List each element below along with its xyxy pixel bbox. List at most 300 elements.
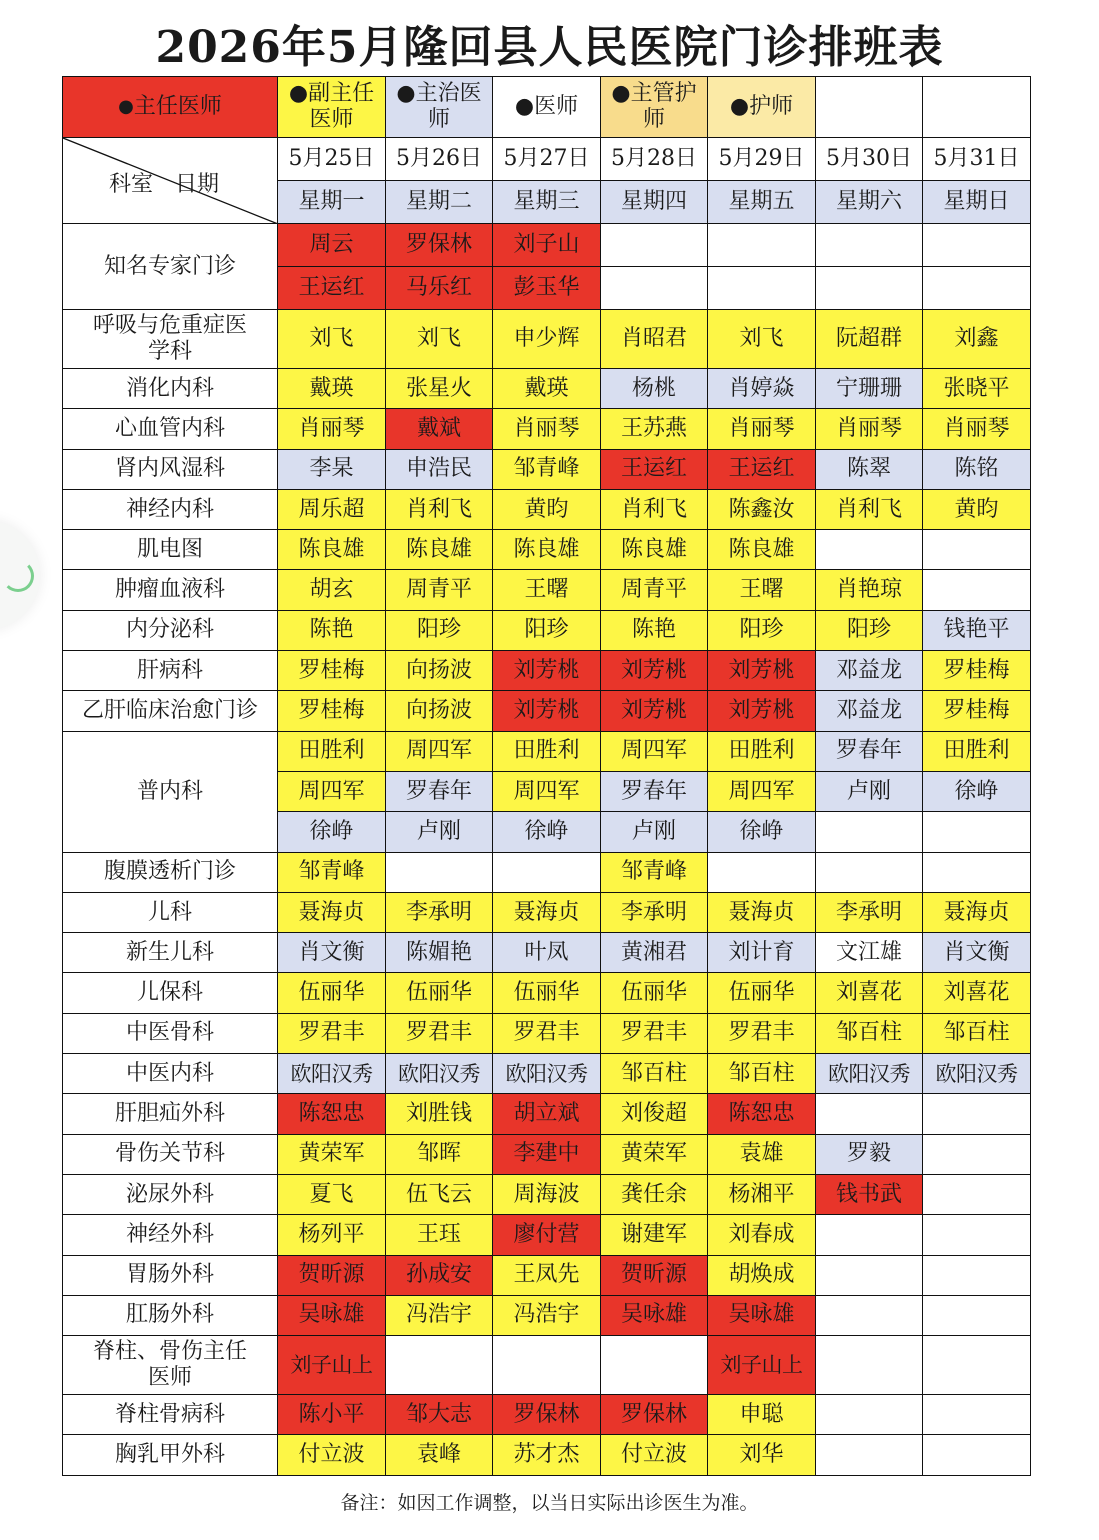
- doctor-cell: 罗保林: [386, 224, 493, 267]
- doctor-cell: 肖利飞: [816, 489, 923, 529]
- doctor-cell: 文江雄: [816, 933, 923, 973]
- doctor-cell: 陈良雄: [493, 530, 601, 570]
- doctor-cell: 申聪: [708, 1395, 816, 1435]
- weekday-cell: 星期五: [708, 181, 816, 224]
- doctor-cell: [386, 852, 493, 892]
- doctor-cell: 周四军: [601, 731, 708, 771]
- legend-label: ●主治医师: [396, 81, 482, 132]
- doctor-cell: 伍飞云: [386, 1174, 493, 1214]
- schedule-row: [63, 892, 1031, 932]
- doctor-cell: 刘子山: [493, 224, 601, 267]
- doctor-cell: 冯浩宇: [386, 1295, 493, 1335]
- doctor-cell: 刘喜花: [923, 973, 1031, 1013]
- doctor-cell: 谢建军: [601, 1215, 708, 1255]
- department-name: 脊柱、骨伤主任医师: [63, 1336, 278, 1395]
- doctor-cell: 刘胜钱: [386, 1094, 493, 1134]
- doctor-cell: 付立波: [278, 1435, 386, 1475]
- doctor-cell: 徐峥: [923, 771, 1031, 811]
- legend-physician: [493, 77, 601, 138]
- doctor-cell: 陈媚艳: [386, 933, 493, 973]
- doctor-cell: 伍丽华: [278, 973, 386, 1013]
- doctor-cell: 王珏: [386, 1215, 493, 1255]
- doctor-cell: 彭玉华: [493, 267, 601, 310]
- doctor-cell: [386, 1336, 493, 1395]
- doctor-cell: [708, 224, 816, 267]
- doctor-cell: [493, 852, 601, 892]
- doctor-cell: [816, 267, 923, 310]
- department-name: 肌电图: [63, 530, 278, 570]
- doctor-cell: 肖利飞: [386, 489, 493, 529]
- department-name: 心血管内科: [63, 409, 278, 449]
- doctor-cell: 陈良雄: [601, 530, 708, 570]
- schedule-row: [63, 1094, 1031, 1134]
- doctor-cell: 王凤先: [493, 1255, 601, 1295]
- doctor-cell: 胡玄: [278, 570, 386, 610]
- doctor-cell: 袁雄: [708, 1134, 816, 1174]
- doctor-cell: 陈翠: [816, 449, 923, 489]
- schedule-row: [63, 1013, 1031, 1053]
- doctor-cell: 王苏燕: [601, 409, 708, 449]
- doctor-cell: 张星火: [386, 369, 493, 409]
- schedule-row: [63, 530, 1031, 570]
- doctor-cell: 孙成安: [386, 1255, 493, 1295]
- doctor-cell: 徐峥: [278, 812, 386, 852]
- doctor-cell: 邹青峰: [601, 852, 708, 892]
- doctor-cell: 刘鑫: [923, 310, 1031, 369]
- doctor-cell: [493, 1336, 601, 1395]
- doctor-cell: 卢刚: [816, 771, 923, 811]
- date-cell: 5月27日: [493, 138, 601, 181]
- department-name: 儿科: [63, 892, 278, 932]
- doctor-cell: 戴斌: [386, 409, 493, 449]
- schedule-row: [63, 651, 1031, 691]
- doctor-cell: 夏飞: [278, 1174, 386, 1214]
- doctor-cell: 肖丽琴: [493, 409, 601, 449]
- doctor-cell: 吴咏雄: [601, 1295, 708, 1335]
- doctor-cell: 向扬波: [386, 651, 493, 691]
- doctor-cell: 聂海贞: [923, 892, 1031, 932]
- doctor-cell: 刘华: [708, 1435, 816, 1475]
- schedule-row: [63, 973, 1031, 1013]
- doctor-cell: 冯浩宇: [493, 1295, 601, 1335]
- weekday-cell: 星期一: [278, 181, 386, 224]
- date-cell: 5月31日: [923, 138, 1031, 181]
- doctor-cell: 杨湘平: [708, 1174, 816, 1214]
- department-name: 肝胆疝外科: [63, 1094, 278, 1134]
- doctor-cell: 肖利飞: [601, 489, 708, 529]
- doctor-cell: 刘飞: [386, 310, 493, 369]
- doctor-cell: 罗君丰: [278, 1013, 386, 1053]
- date-cell: 5月26日: [386, 138, 493, 181]
- schedule-row: [63, 1215, 1031, 1255]
- doctor-cell: 罗春年: [386, 771, 493, 811]
- legend-supervisor-nurse: [601, 77, 708, 138]
- doctor-cell: 罗保林: [493, 1395, 601, 1435]
- doctor-cell: 贺昕源: [601, 1255, 708, 1295]
- doctor-cell: 刘计育: [708, 933, 816, 973]
- doctor-cell: 罗桂梅: [923, 691, 1031, 731]
- schedule-row: [63, 1336, 1031, 1395]
- doctor-cell: [923, 224, 1031, 267]
- footnote: 备注：如因工作调整，以当日实际出诊医生为准。: [340, 1492, 759, 1514]
- doctor-cell: 陈小平: [278, 1395, 386, 1435]
- doctor-cell: 贺昕源: [278, 1255, 386, 1295]
- doctor-cell: 邹青峰: [493, 449, 601, 489]
- doctor-cell: 刘芳桃: [708, 691, 816, 731]
- department-name: 胃肠外科: [63, 1255, 278, 1295]
- doctor-cell: [923, 812, 1031, 852]
- doctor-cell: 邓益龙: [816, 651, 923, 691]
- schedule-row: [63, 369, 1031, 409]
- doctor-cell: 吴咏雄: [708, 1295, 816, 1335]
- doctor-cell: [923, 1255, 1031, 1295]
- doctor-cell: 伍丽华: [601, 973, 708, 1013]
- legend-label: ●主管护师: [611, 81, 697, 132]
- department-name: 中医内科: [63, 1054, 278, 1094]
- doctor-cell: 阮超群: [816, 310, 923, 369]
- doctor-cell: [708, 267, 816, 310]
- doctor-cell: 田胜利: [708, 731, 816, 771]
- doctor-cell: 戴瑛: [493, 369, 601, 409]
- legend-label: 主任医师: [133, 94, 222, 119]
- doctor-cell: 卢刚: [601, 812, 708, 852]
- legend-chief-physician: ●主任医师: [63, 77, 278, 138]
- schedule-row: [63, 1255, 1031, 1295]
- doctor-cell: 聂海贞: [708, 892, 816, 932]
- doctor-cell: 罗君丰: [601, 1013, 708, 1053]
- legend-label: ●副主任医师: [288, 81, 375, 132]
- department-name: 神经外科: [63, 1215, 278, 1255]
- doctor-cell: 廖付营: [493, 1215, 601, 1255]
- doctor-cell: 周四军: [493, 771, 601, 811]
- legend-row: [63, 77, 1031, 138]
- doctor-cell: 刘飞: [278, 310, 386, 369]
- doctor-cell: 陈艳: [278, 610, 386, 650]
- department-name: 消化内科: [63, 369, 278, 409]
- doctor-cell: 王运红: [601, 449, 708, 489]
- doctor-cell: 罗毅: [816, 1134, 923, 1174]
- schedule-row: [63, 1295, 1031, 1335]
- doctor-cell: 陈恕忠: [278, 1094, 386, 1134]
- weekday-cell: 星期三: [493, 181, 601, 224]
- doctor-cell: 黄湘君: [601, 933, 708, 973]
- doctor-cell: 李承明: [816, 892, 923, 932]
- schedule-row: [63, 852, 1031, 892]
- doctor-cell: 周四军: [278, 771, 386, 811]
- doctor-cell: 卢刚: [386, 812, 493, 852]
- doctor-cell: [816, 530, 923, 570]
- doctor-cell: 邓益龙: [816, 691, 923, 731]
- doctor-cell: 胡立斌: [493, 1094, 601, 1134]
- doctor-cell: 陈良雄: [708, 530, 816, 570]
- doctor-cell: 徐峥: [708, 812, 816, 852]
- doctor-cell: 肖艳琼: [816, 570, 923, 610]
- doctor-cell: 胡焕成: [708, 1255, 816, 1295]
- doctor-cell: 罗桂梅: [278, 651, 386, 691]
- doctor-cell: 欧阳汉秀: [493, 1054, 601, 1094]
- doctor-cell: 王运红: [708, 449, 816, 489]
- doctor-cell: 欧阳汉秀: [923, 1054, 1031, 1094]
- schedule-row: [63, 409, 1031, 449]
- corner-label: 科室 日期: [109, 172, 220, 197]
- doctor-cell: [923, 852, 1031, 892]
- doctor-cell: [923, 1215, 1031, 1255]
- doctor-cell: 周青平: [601, 570, 708, 610]
- weekday-cell: 星期四: [601, 181, 708, 224]
- doctor-cell: 罗桂梅: [278, 691, 386, 731]
- schedule-row: [63, 489, 1031, 529]
- doctor-cell: 刘喜花: [816, 973, 923, 1013]
- department-name: 脊柱骨病科: [63, 1395, 278, 1435]
- doctor-cell: 肖文衡: [278, 933, 386, 973]
- schedule-table: [62, 76, 1031, 1476]
- legend-empty: [816, 77, 923, 138]
- schedule-row: [63, 691, 1031, 731]
- doctor-cell: 伍丽华: [493, 973, 601, 1013]
- doctor-cell: 田胜利: [923, 731, 1031, 771]
- doctor-cell: 袁峰: [386, 1435, 493, 1475]
- doctor-cell: [923, 267, 1031, 310]
- doctor-cell: [816, 1395, 923, 1435]
- doctor-cell: 邹百柱: [601, 1054, 708, 1094]
- schedule-row: [63, 1395, 1031, 1435]
- doctor-cell: [816, 1215, 923, 1255]
- doctor-cell: [816, 1435, 923, 1475]
- legend-label: ●医师: [514, 94, 579, 119]
- doctor-cell: [923, 1295, 1031, 1335]
- doctor-cell: 肖文衡: [923, 933, 1031, 973]
- department-name: 知名专家门诊: [63, 224, 278, 310]
- doctor-cell: 申浩民: [386, 449, 493, 489]
- doctor-cell: [923, 1174, 1031, 1214]
- doctor-cell: 邹晖: [386, 1134, 493, 1174]
- doctor-cell: 肖丽琴: [923, 409, 1031, 449]
- legend-nurse: [708, 77, 816, 138]
- doctor-cell: 罗桂梅: [923, 651, 1031, 691]
- legend-empty: [923, 77, 1031, 138]
- doctor-cell: 邹大志: [386, 1395, 493, 1435]
- doctor-cell: 罗君丰: [708, 1013, 816, 1053]
- doctor-cell: 杨桃: [601, 369, 708, 409]
- doctor-cell: 刘子山上: [278, 1336, 386, 1395]
- doctor-cell: 陈艳: [601, 610, 708, 650]
- doctor-cell: 李建中: [493, 1134, 601, 1174]
- doctor-cell: 周云: [278, 224, 386, 267]
- doctor-cell: 陈良雄: [278, 530, 386, 570]
- doctor-cell: 周四军: [708, 771, 816, 811]
- doctor-cell: 肖丽琴: [816, 409, 923, 449]
- corner-header: [63, 138, 278, 224]
- department-name: 神经内科: [63, 489, 278, 529]
- department-name: 内分泌科: [63, 610, 278, 650]
- department-name: 肾内风湿科: [63, 449, 278, 489]
- doctor-cell: [816, 1336, 923, 1395]
- doctor-cell: 黄荣军: [278, 1134, 386, 1174]
- doctor-cell: [708, 852, 816, 892]
- schedule-row: [63, 731, 1031, 771]
- doctor-cell: 黄昀: [923, 489, 1031, 529]
- doctor-cell: [923, 1336, 1031, 1395]
- doctor-cell: [923, 1094, 1031, 1134]
- doctor-cell: 刘芳桃: [601, 691, 708, 731]
- schedule-row: [63, 610, 1031, 650]
- doctor-cell: 黄荣军: [601, 1134, 708, 1174]
- doctor-cell: 刘芳桃: [493, 691, 601, 731]
- doctor-cell: 田胜利: [493, 731, 601, 771]
- schedule-row: [63, 1174, 1031, 1214]
- doctor-cell: [816, 224, 923, 267]
- doctor-cell: 肖丽琴: [278, 409, 386, 449]
- doctor-cell: 肖昭君: [601, 310, 708, 369]
- department-name: 泌尿外科: [63, 1174, 278, 1214]
- weekday-cell: 星期六: [816, 181, 923, 224]
- doctor-cell: [601, 267, 708, 310]
- floating-side-widget[interactable]: [0, 520, 40, 630]
- doctor-cell: [816, 1094, 923, 1134]
- doctor-cell: 罗君丰: [386, 1013, 493, 1053]
- doctor-cell: 阳珍: [493, 610, 601, 650]
- schedule-row: [63, 310, 1031, 369]
- doctor-cell: [923, 1134, 1031, 1174]
- doctor-cell: 周四军: [386, 731, 493, 771]
- doctor-cell: 陈铭: [923, 449, 1031, 489]
- doctor-cell: 刘春成: [708, 1215, 816, 1255]
- department-name: 呼吸与危重症医学科: [63, 310, 278, 369]
- doctor-cell: 戴瑛: [278, 369, 386, 409]
- schedule-row: [63, 570, 1031, 610]
- doctor-cell: 钱书武: [816, 1174, 923, 1214]
- doctor-cell: 马乐红: [386, 267, 493, 310]
- doctor-cell: 李承明: [386, 892, 493, 932]
- doctor-cell: 阳珍: [386, 610, 493, 650]
- doctor-cell: [923, 530, 1031, 570]
- doctor-cell: 肖丽琴: [708, 409, 816, 449]
- doctor-cell: 罗保林: [601, 1395, 708, 1435]
- doctor-cell: 邹百柱: [923, 1013, 1031, 1053]
- department-name: 儿保科: [63, 973, 278, 1013]
- department-name: 肿瘤血液科: [63, 570, 278, 610]
- doctor-cell: 邹百柱: [816, 1013, 923, 1053]
- doctor-cell: 周乐超: [278, 489, 386, 529]
- department-name: 骨伤关节科: [63, 1134, 278, 1174]
- doctor-cell: 陈良雄: [386, 530, 493, 570]
- schedule-row: [63, 1134, 1031, 1174]
- legend-label: ●护师: [729, 94, 794, 119]
- doctor-cell: 罗春年: [601, 771, 708, 811]
- doctor-cell: [601, 1336, 708, 1395]
- department-name: 肛肠外科: [63, 1295, 278, 1335]
- doctor-cell: 钱艳平: [923, 610, 1031, 650]
- doctor-cell: 刘子山上: [708, 1336, 816, 1395]
- doctor-cell: [816, 1255, 923, 1295]
- schedule-row: [63, 1435, 1031, 1475]
- doctor-cell: 李承明: [601, 892, 708, 932]
- doctor-cell: 刘芳桃: [708, 651, 816, 691]
- date-row: [63, 138, 1031, 181]
- date-cell: 5月25日: [278, 138, 386, 181]
- legend-attending-physician: [386, 77, 493, 138]
- doctor-cell: 龚任余: [601, 1174, 708, 1214]
- doctor-cell: 申少辉: [493, 310, 601, 369]
- doctor-cell: 欧阳汉秀: [816, 1054, 923, 1094]
- doctor-cell: 陈恕忠: [708, 1094, 816, 1134]
- doctor-cell: 罗君丰: [493, 1013, 601, 1053]
- doctor-cell: 杨列平: [278, 1215, 386, 1255]
- doctor-cell: 周青平: [386, 570, 493, 610]
- doctor-cell: 肖婷焱: [708, 369, 816, 409]
- refresh-icon: [2, 560, 34, 592]
- doctor-cell: 聂海贞: [278, 892, 386, 932]
- doctor-cell: 刘俊超: [601, 1094, 708, 1134]
- doctor-cell: 阳珍: [816, 610, 923, 650]
- doctor-cell: 王曙: [708, 570, 816, 610]
- date-cell: 5月30日: [816, 138, 923, 181]
- doctor-cell: 王运红: [278, 267, 386, 310]
- doctor-cell: 罗春年: [816, 731, 923, 771]
- doctor-cell: [923, 1395, 1031, 1435]
- schedule-row: [63, 1054, 1031, 1094]
- doctor-cell: 刘芳桃: [601, 651, 708, 691]
- doctor-cell: 阳珍: [708, 610, 816, 650]
- doctor-cell: [816, 812, 923, 852]
- doctor-cell: 欧阳汉秀: [278, 1054, 386, 1094]
- doctor-cell: 付立波: [601, 1435, 708, 1475]
- doctor-cell: 周海波: [493, 1174, 601, 1214]
- department-name: 肝病科: [63, 651, 278, 691]
- doctor-cell: [601, 224, 708, 267]
- legend-associate-chief-physician: [278, 77, 386, 138]
- doctor-cell: [923, 1435, 1031, 1475]
- department-name: 腹膜透析门诊: [63, 852, 278, 892]
- doctor-cell: 陈鑫汝: [708, 489, 816, 529]
- doctor-cell: 王曙: [493, 570, 601, 610]
- doctor-cell: 徐峥: [493, 812, 601, 852]
- doctor-cell: 张晓平: [923, 369, 1031, 409]
- page-title: 2026年5月隆回县人民医院门诊排班表: [155, 22, 944, 73]
- schedule-row: [63, 224, 1031, 267]
- weekday-cell: 星期二: [386, 181, 493, 224]
- doctor-cell: 田胜利: [278, 731, 386, 771]
- doctor-cell: 宁珊珊: [816, 369, 923, 409]
- doctor-cell: 伍丽华: [386, 973, 493, 1013]
- department-name: 乙肝临床治愈门诊: [63, 691, 278, 731]
- department-name: 普内科: [63, 731, 278, 852]
- doctor-cell: [816, 852, 923, 892]
- doctor-cell: 邹百柱: [708, 1054, 816, 1094]
- schedule-row: [63, 933, 1031, 973]
- weekday-cell: 星期日: [923, 181, 1031, 224]
- date-cell: 5月29日: [708, 138, 816, 181]
- doctor-cell: [816, 1295, 923, 1335]
- doctor-cell: 吴咏雄: [278, 1295, 386, 1335]
- schedule-row: [63, 449, 1031, 489]
- doctor-cell: 聂海贞: [493, 892, 601, 932]
- doctor-cell: 李杲: [278, 449, 386, 489]
- department-name: 新生儿科: [63, 933, 278, 973]
- department-name: 中医骨科: [63, 1013, 278, 1053]
- doctor-cell: [923, 570, 1031, 610]
- doctor-cell: 刘飞: [708, 310, 816, 369]
- doctor-cell: 邹青峰: [278, 852, 386, 892]
- doctor-cell: 伍丽华: [708, 973, 816, 1013]
- department-name: 胸乳甲外科: [63, 1435, 278, 1475]
- doctor-cell: 向扬波: [386, 691, 493, 731]
- doctor-cell: 苏才杰: [493, 1435, 601, 1475]
- date-cell: 5月28日: [601, 138, 708, 181]
- doctor-cell: 刘芳桃: [493, 651, 601, 691]
- doctor-cell: 叶凤: [493, 933, 601, 973]
- doctor-cell: 欧阳汉秀: [386, 1054, 493, 1094]
